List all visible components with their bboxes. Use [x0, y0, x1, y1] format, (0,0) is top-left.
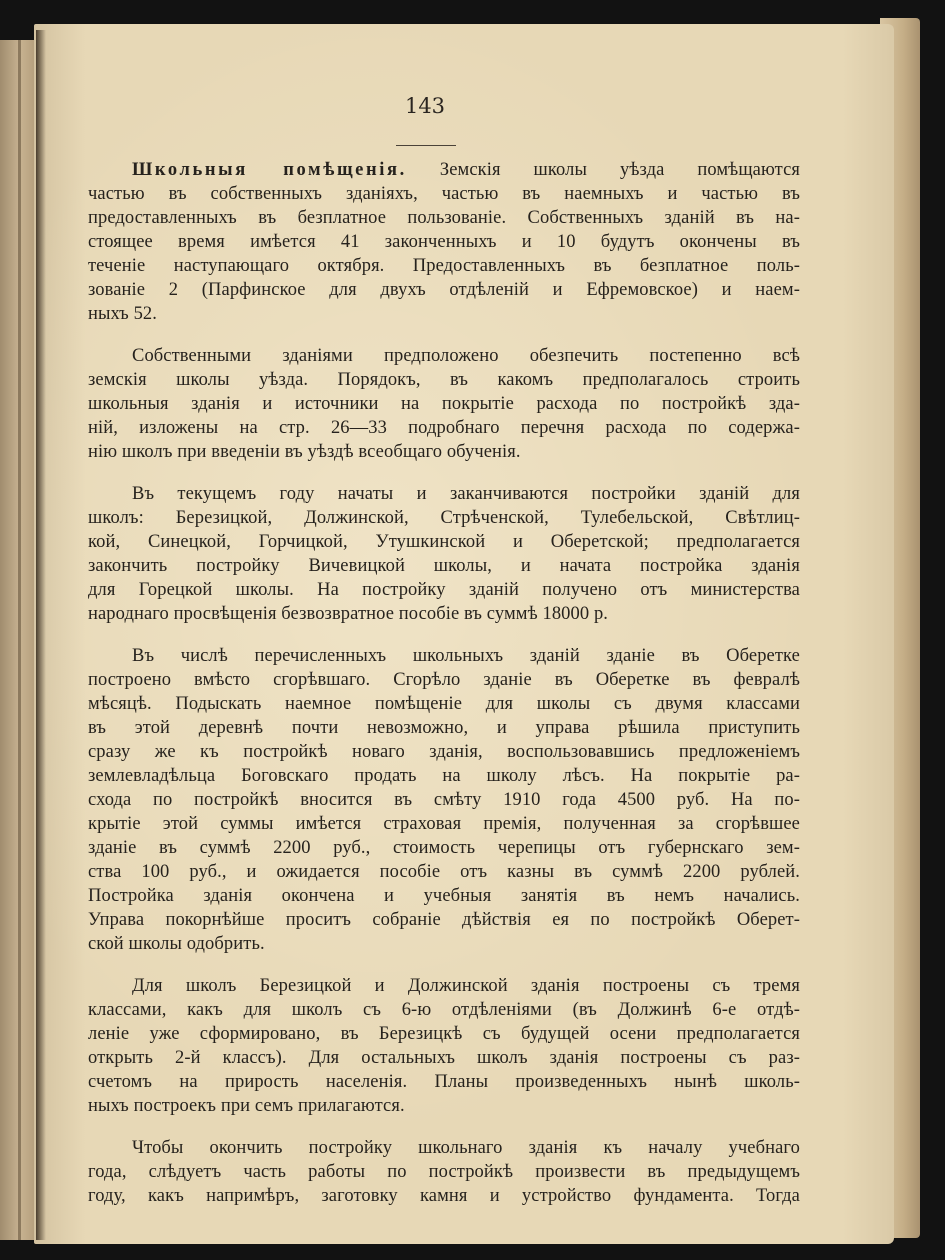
paragraph-line: народнаго просвѣщенія безвозвратное пособіе въ суммѣ 18000 р.: [88, 604, 609, 624]
paragraph-line: счетомъ на прирость населенія. Планы произведенныхъ нынѣ школь-: [88, 1072, 800, 1092]
paragraph-line: построено вмѣсто сгорѣвшаго. Сгорѣло зданіе въ Оберетке въ февралѣ: [88, 670, 800, 690]
paragraph-line: года, слѣдуетъ часть работы по постройкѣ произвести въ предыдущемъ: [88, 1162, 800, 1182]
paragraph-line: схода по постройкѣ вносится въ смѣту 1910 года 4500 руб. На по-: [88, 790, 800, 810]
paragraph-line: кой, Синецкой, Горчицкой, Утушкинской и Оберетской; предполагается: [88, 532, 800, 552]
paragraph-line: крытіе этой суммы имѣется страховая премія, полученная за сгорѣвшее: [88, 814, 800, 834]
paragraph-line: Собственными зданіями предположено обезпечить постепенно всѣ: [132, 346, 800, 366]
paragraph-oberetka-school: [88, 644, 800, 956]
paragraph-school-premises: [88, 158, 800, 326]
paragraph-line: частью въ собственныхъ зданіяхъ, частью въ наемныхъ и частью въ: [88, 184, 800, 204]
line-text: Земскія школы уѣзда помѣщаются: [439, 160, 800, 180]
paragraph-line: землевладѣльца Боговскаго продать на школу лѣсъ. На покрытіе ра-: [88, 766, 800, 786]
paragraph-own-buildings: [88, 344, 800, 464]
paragraph-line: Чтобы окончить постройку школьнаго зданія къ началу учебнаго: [132, 1138, 800, 1158]
section-heading: Школьныя помѣщенія.: [132, 160, 407, 180]
paragraph-line: нію школъ при введеніи въ уѣздѣ всеобщаго обученія.: [88, 442, 521, 462]
paragraph-line: стоящее время имѣется 41 законченныхъ и 10 будутъ окончены въ: [88, 232, 800, 252]
paragraph-line: ныхъ 52.: [88, 304, 157, 324]
paragraph-line: Постройка зданія окончена и учебныя занятія въ немъ начались.: [88, 886, 800, 906]
paragraph-line: теченіе наступающаго октября. Предоставленныхъ въ безплатное поль-: [88, 256, 800, 276]
paragraph-line: открыть 2-й классъ). Для остальныхъ школъ зданія построены съ раз-: [88, 1048, 800, 1068]
paragraph-line: земскія школы уѣзда. Порядокъ, въ какомъ предполагалось строить: [88, 370, 800, 390]
paragraph-line: Въ числѣ перечисленныхъ школьныхъ зданій зданіе въ Оберетке: [132, 646, 800, 666]
paragraph-line: [88, 158, 800, 182]
paragraph-line: Управа покорнѣйше проситъ собраніе дѣйствія ея по постройкѣ Оберет-: [88, 910, 800, 930]
paragraph-line: Для школъ Березицкой и Должинской зданія построены съ тремя: [132, 976, 800, 996]
paragraph-line: ской школы одобрить.: [88, 934, 265, 954]
paragraph-line: ній, изложены на стр. 26—33 подробнаго перечня расхода по содержа-: [88, 418, 800, 438]
paragraph-line: закончить постройку Вичевицкой школы, и начата постройка зданія: [88, 556, 800, 576]
paragraph-line: году, какъ напримѣръ, заготовку камня и устройство фундамента. Тогда: [88, 1186, 800, 1206]
paragraph-three-class-buildings: [88, 974, 800, 1118]
previous-page-fold: [18, 40, 21, 1240]
paragraph-line: мѣсяцѣ. Подыскать наемное помѣщеніе для школы съ двумя классами: [88, 694, 800, 714]
paragraph-line: сразу же къ постройкѣ новаго зданія, воспользовавшись предложеніемъ: [88, 742, 800, 762]
paragraph-line: классами, какъ для школъ съ 6-ю отдѣленіями (въ Должинѣ 6-е отдѣ-: [88, 1000, 800, 1020]
paragraph-line: леніе уже сформировано, въ Березицкѣ съ будущей осени предполагается: [88, 1024, 800, 1044]
paragraph-schedule: [88, 1136, 800, 1208]
page-number-rule: [396, 145, 456, 146]
paragraph-line: школъ: Березицкой, Должинской, Стрѣченской, Тулебельской, Свѣтлиц-: [88, 508, 800, 528]
paragraph-line: для Горецкой школы. На постройку зданій получено отъ министерства: [88, 580, 800, 600]
paragraph-line: зданіе въ суммѣ 2200 руб., стоимость черепицы отъ губернскаго зем-: [88, 838, 800, 858]
page-number: 143: [404, 94, 446, 118]
text-column: [88, 158, 800, 1226]
paragraph-current-construction: [88, 482, 800, 626]
paragraph-line: въ этой деревнѣ почти невозможно, и управа рѣшила приступить: [88, 718, 800, 738]
spine-shadow: [36, 30, 46, 1240]
paragraph-line: школьныя зданія и источники на покрытіе расхода по постройкѣ зда-: [88, 394, 800, 414]
paragraph-line: ства 100 руб., и ожидается пособіе отъ казны въ суммѣ 2200 рублей.: [88, 862, 800, 882]
paragraph-line: ныхъ построекъ при семъ прилагаются.: [88, 1096, 405, 1116]
paragraph-line: предоставленныхъ въ безплатное пользованіе. Собственныхъ зданій въ на-: [88, 208, 800, 228]
paragraph-line: Въ текущемъ году начаты и заканчиваются постройки зданій для: [132, 484, 800, 504]
paragraph-line: зованіе 2 (Парфинское для двухъ отдѣленій и Ефремовское) и наем-: [88, 280, 800, 300]
